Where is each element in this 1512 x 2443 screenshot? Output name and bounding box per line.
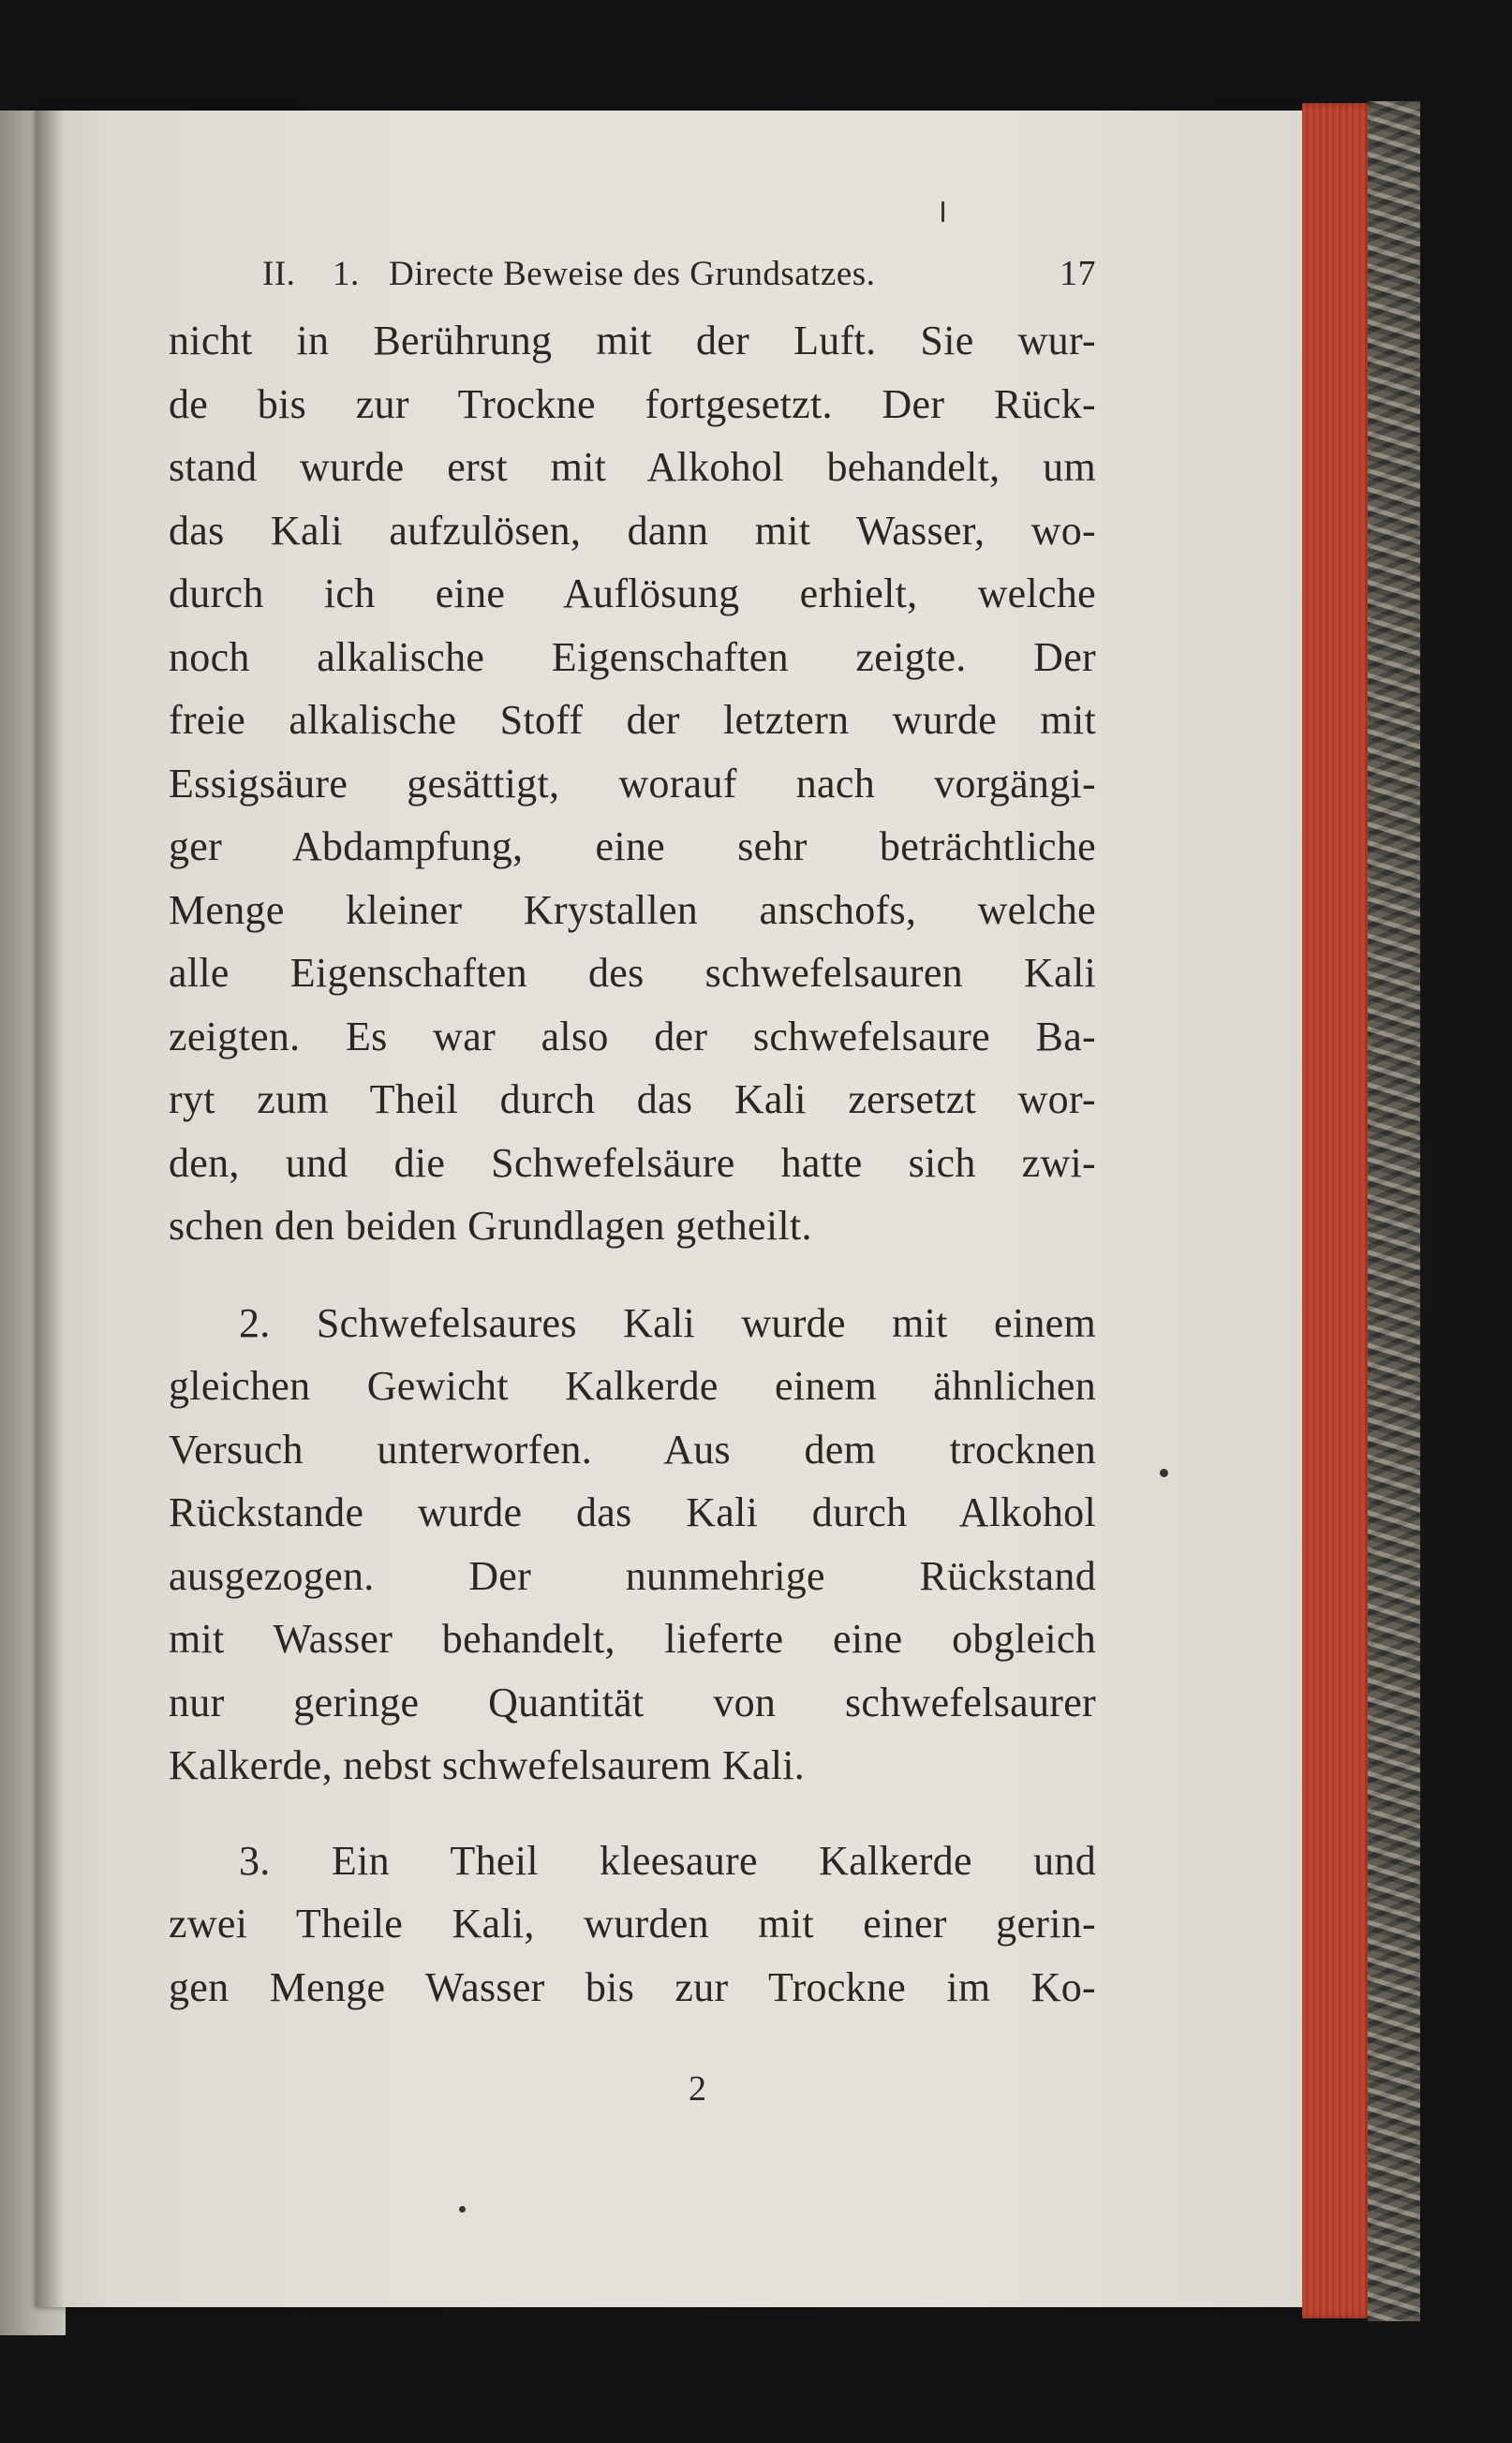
red-page-edges [1302,103,1372,2318]
paragraph-1 [169,309,1096,1258]
running-head-section: II. [262,255,296,293]
text-line: noch alkalische Eigenschaften zeigte. Der [169,633,1096,680]
text-line: Menge kleiner Krystallen anschofs, welche [169,886,1096,933]
text-line: gleichen Gewicht Kalkerde einem ähnlichen [169,1363,1096,1409]
text-line: gen Menge Wasser bis zur Trockne im Ko- [169,1963,1096,2010]
ink-speck [459,2206,466,2213]
text-line: nur geringe Quantität von schwefelsaurer [169,1679,1096,1725]
text-line: Essigsäure gesättigt, worauf nach vorgängi- [169,760,1096,807]
text-line: 2. Schwefelsaures Kali wurde mit einem [239,1299,1096,1346]
text-line: durch ich eine Auflösung erhielt, welche [169,570,1096,616]
text-line: ryt zum Theil durch das Kali zersetzt wor- [169,1076,1096,1122]
running-head [262,253,1096,309]
text-line: Rückstande wurde das Kali durch Alkohol [169,1489,1096,1535]
text-line: den, und die Schwefelsäure hatte sich zwi- [169,1139,1096,1186]
ink-speck [1160,1469,1168,1477]
text-line: alle Eigenschaften des schwefelsauren Kali [169,950,1096,996]
running-head-number: 1. [333,255,360,293]
gutter-shadow [36,111,64,2307]
text-line: freie alkalische Stoff der letztern wurde mit [169,697,1096,743]
text-line: ger Abdampfung, eine sehr beträchtliche [169,823,1096,869]
marbled-cover [1368,101,1420,2321]
text-line: mit Wasser behandelt, lieferte eine obgleich [169,1616,1096,1662]
text-line: Kalkerde, nebst schwefelsaurem Kali. [169,1742,806,1788]
text-line: stand wurde erst mit Alkohol behandelt, um [169,444,1096,490]
text-line: ausgezogen. Der nunmehrige Rückstand [169,1552,1096,1599]
text-line: Versuch unterworfen. Aus dem trocknen [169,1426,1096,1473]
text-line: zeigten. Es war also der schwefelsaure Ba- [169,1013,1096,1059]
ink-speck [941,201,944,222]
signature-mark: 2 [689,2069,706,2109]
text-line: 3. Ein Theil kleesaure Kalkerde und [239,1837,1096,1884]
text-line: zwei Theile Kali, wurden mit einer gerin- [169,1901,1096,1947]
running-head-title: Directe Beweise des Grundsatzes. [389,255,876,293]
paragraph-2 [169,1292,1096,1798]
text-line: de bis zur Trockne fortgesetzt. Der Rück- [169,380,1096,427]
text-line: schen den beiden Grundlagen getheilt. [169,1203,812,1249]
paragraph-3 [169,1829,1096,2020]
page-text [169,253,1096,2019]
page-number: 17 [1060,254,1096,293]
text-line: das Kali aufzulösen, dann mit Wasser, wo- [169,507,1096,554]
text-line: nicht in Berührung mit der Luft. Sie wur- [169,318,1096,363]
